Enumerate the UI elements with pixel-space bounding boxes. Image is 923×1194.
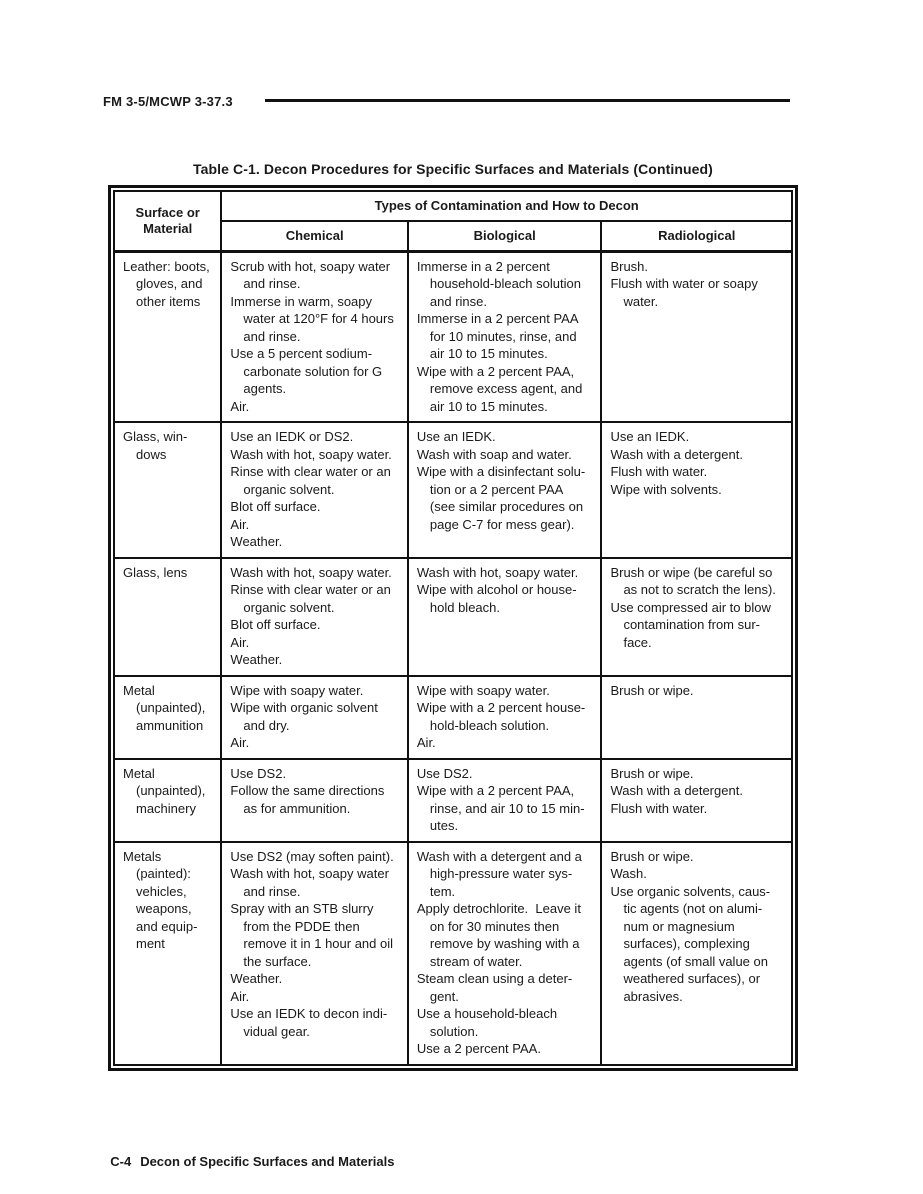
footer-title: Decon of Specific Surfaces and Materials (140, 1154, 395, 1169)
column-header-chemical: Chemical (221, 221, 407, 251)
table-head (114, 191, 792, 251)
cell-chemical: Use an IEDK or DS2. Wash with hot, soapy water. Rinse with clear water or an organic solvent. Blot off surface. Air. Weather. (221, 422, 407, 558)
header-row-top (114, 191, 792, 221)
page-footer (103, 1139, 395, 1169)
manual-number-label: FM 3-5/MCWP 3-37.3 (103, 94, 233, 109)
cell-radiological: Brush or wipe. Wash. Use organic solvents, caus- tic agents (not on alumi- num or magnesium surfaces), complexing agents (of small value on weathered surfaces), or abrasives. (601, 842, 792, 1065)
table-row (114, 558, 792, 676)
cell-biological: Immerse in a 2 percent household-bleach solution and rinse. Immerse in a 2 percent PAA for 10 minutes, rinse, and air 10 to 15 minutes. Wipe with a 2 percent PAA, remove excess agent, and air 10 to 15 minutes. (408, 251, 602, 422)
column-header-span: Types of Contamination and How to Decon (221, 191, 792, 221)
cell-chemical: Use DS2. Follow the same directions as for ammunition. (221, 759, 407, 842)
cell-surface: Leather: boots, gloves, and other items (114, 251, 221, 422)
cell-radiological: Brush. Flush with water or soapy water. (601, 251, 792, 422)
cell-surface: Glass, win- dows (114, 422, 221, 558)
header-rule (265, 99, 790, 102)
cell-biological: Wash with a detergent and a high-pressure water sys- tem. Apply detrochlorite. Leave it on for 30 minutes then remove by washing with a stream of water. Steam clean using a deter- gent. Use a household-bleach solution. Use a 2 percent PAA. (408, 842, 602, 1065)
table-row (114, 842, 792, 1065)
table-title: Table C-1. Decon Procedures for Specific Surfaces and Materials (Continued) (193, 161, 713, 177)
column-header-radiological: Radiological (601, 221, 792, 251)
table-row (114, 759, 792, 842)
cell-biological: Wash with hot, soapy water. Wipe with alcohol or house- hold bleach. (408, 558, 602, 676)
cell-surface: Metals (painted): vehicles, weapons, and equip- ment (114, 842, 221, 1065)
cell-radiological: Brush or wipe (be careful so as not to scratch the lens). Use compressed air to blow contamination from sur- face. (601, 558, 792, 676)
page-header (103, 94, 790, 109)
cell-radiological: Brush or wipe. Wash with a detergent. Flush with water. (601, 759, 792, 842)
decon-table (113, 190, 793, 1066)
footer-page-number: C-4 (110, 1154, 132, 1169)
cell-surface: Metal (unpainted), machinery (114, 759, 221, 842)
column-header-surface: Surface or Material (114, 191, 221, 251)
cell-surface: Metal (unpainted), ammunition (114, 676, 221, 759)
column-header-biological: Biological (408, 221, 602, 251)
cell-biological: Use an IEDK. Wash with soap and water. Wipe with a disinfectant solu- tion or a 2 percent PAA (see similar procedures on page C-7 for mess gear). (408, 422, 602, 558)
cell-radiological: Use an IEDK. Wash with a detergent. Flush with water. Wipe with solvents. (601, 422, 792, 558)
table-body (114, 251, 792, 1065)
cell-biological: Use DS2. Wipe with a 2 percent PAA, rinse, and air 10 to 15 min- utes. (408, 759, 602, 842)
cell-chemical: Wash with hot, soapy water. Rinse with clear water or an organic solvent. Blot off surface. Air. Weather. (221, 558, 407, 676)
cell-biological: Wipe with soapy water. Wipe with a 2 percent house- hold-bleach solution. Air. (408, 676, 602, 759)
table-row (114, 422, 792, 558)
cell-chemical: Scrub with hot, soapy water and rinse. Immerse in warm, soapy water at 120°F for 4 hours and rinse. Use a 5 percent sodium- carbonate solution for G agents. Air. (221, 251, 407, 422)
cell-surface: Glass, lens (114, 558, 221, 676)
cell-radiological: Brush or wipe. (601, 676, 792, 759)
table-row (114, 676, 792, 759)
cell-chemical: Wipe with soapy water. Wipe with organic solvent and dry. Air. (221, 676, 407, 759)
table-section (108, 161, 798, 1071)
table-row (114, 251, 792, 422)
cell-chemical: Use DS2 (may soften paint). Wash with hot, soapy water and rinse. Spray with an STB slurry from the PDDE then remove it in 1 hour and oil the surface. Weather. Air. Use an IEDK to decon indi- vidual gear. (221, 842, 407, 1065)
table-frame (108, 185, 798, 1071)
